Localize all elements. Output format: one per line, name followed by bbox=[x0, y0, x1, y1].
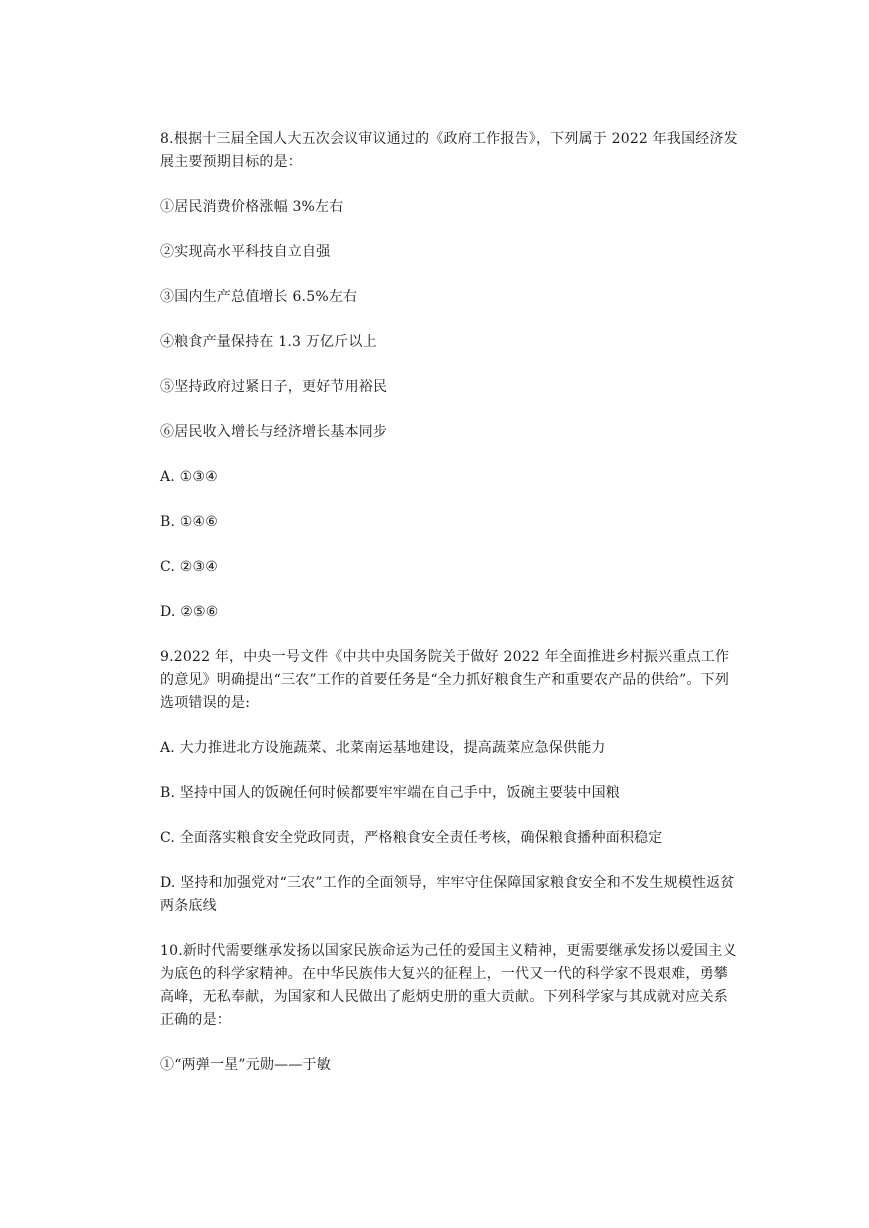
question-9 bbox=[160, 646, 742, 918]
question-8 bbox=[160, 128, 742, 624]
question-10-statement-1: ①“两弹一星”元勋——于敏 bbox=[160, 1057, 331, 1073]
question-8-option-a: A. ①③④ bbox=[160, 469, 218, 485]
question-8-statement-6: ⑥居民收入增长与经济增长基本同步 bbox=[160, 424, 388, 440]
question-9-option-c: C. 全面落实粮食安全党政同责，严格粮食安全责任考核，确保粮食播种面积稳定 bbox=[160, 830, 663, 846]
question-8-statement-2: ②实现高水平科技自立自强 bbox=[160, 244, 331, 260]
question-8-statement-3: ③国内生产总值增长 6.5%左右 bbox=[160, 289, 358, 305]
question-9-option-d: D. 坚持和加强党对“三农”工作的全面领导，牢牢守住保障国家粮食安全和不发生规模性返贫两条底线 bbox=[160, 875, 735, 914]
question-8-statement-1: ①居民消费价格涨幅 3%左右 bbox=[160, 199, 344, 215]
question-8-statement-4: ④粮食产量保持在 1.3 万亿斤以上 bbox=[160, 334, 377, 350]
question-10 bbox=[160, 940, 742, 1077]
question-8-option-d: D. ②⑤⑥ bbox=[160, 604, 219, 620]
question-8-option-b: B. ①④⑥ bbox=[160, 514, 219, 530]
document-content bbox=[160, 128, 742, 1099]
question-9-stem: 9.2022 年，中央一号文件《中共中央国务院关于做好 2022 年全面推进乡村振兴重点工作的意见》明确提出“三农”工作的首要任务是“全力抓好粮食生产和重要农产品的供给”。下列选项错误的是: bbox=[160, 649, 730, 711]
question-8-statement-5: ⑤坚持政府过紧日子，更好节用裕民 bbox=[160, 379, 388, 395]
question-9-option-a: A. 大力推进北方设施蔬菜、北菜南运基地建设，提高蔬菜应急保供能力 bbox=[160, 740, 606, 756]
question-9-option-b: B. 坚持中国人的饭碗任何时候都要牢牢端在自己手中，饭碗主要装中国粮 bbox=[160, 785, 620, 801]
question-8-option-c: C. ②③④ bbox=[160, 559, 218, 575]
question-10-stem: 10.新时代需要继承发扬以国家民族命运为己任的爱国主义精神，更需要继承发扬以爱国主义为底色的科学家精神。在中华民族伟大复兴的征程上，一代又一代的科学家不畏艰难，勇攀高峰，无私奉献，为国家和人民做出了彪炳史册的重大贡献。下列科学家与其成就对应关系正确的是： bbox=[160, 943, 737, 1028]
question-8-stem: 8.根据十三届全国人大五次会议审议通过的《政府工作报告》，下列属于 2022 年我国经济发展主要预期目标的是： bbox=[160, 131, 738, 170]
